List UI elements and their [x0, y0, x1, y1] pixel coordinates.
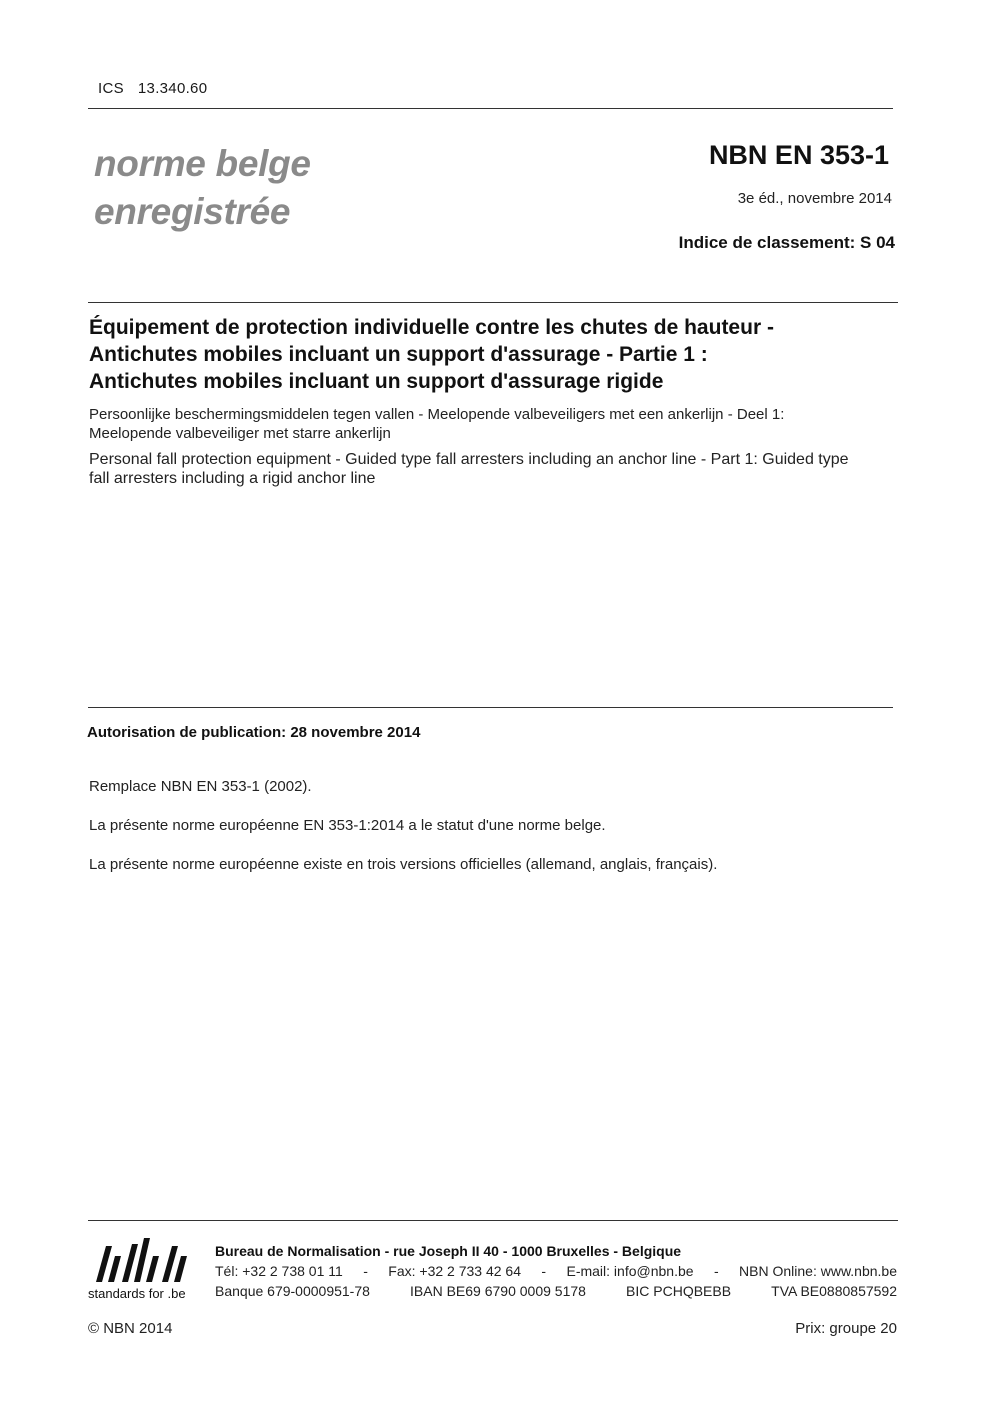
- edition-date: 3e éd., novembre 2014: [737, 190, 892, 207]
- brand-line-2: enregistrée: [94, 191, 291, 232]
- title-french-line-3: Antichutes mobiles incluant un support d'assurage rigide: [89, 370, 664, 393]
- title-english-line-1: Personal fall protection equipment - Guided type fall arresters including an anchor line - Part 1: Guided type: [89, 451, 849, 468]
- title-french-line-2: Antichutes mobiles incluant un support d'assurage - Partie 1 :: [89, 343, 708, 366]
- email: E-mail: info@nbn.be: [566, 1263, 694, 1279]
- separator: -: [541, 1263, 547, 1279]
- bank-row: [215, 1281, 897, 1301]
- ics-code: 13.340.60: [137, 80, 208, 97]
- title-divider: [88, 302, 898, 303]
- title-french: [89, 314, 879, 395]
- replaces-note: Remplace NBN EN 353-1 (2002).: [89, 778, 312, 795]
- title-french-line-1: Équipement de protection individuelle contre les chutes de hauteur -: [89, 316, 774, 339]
- separator: -: [363, 1263, 368, 1279]
- versions-note: La présente norme européenne existe en trois versions officielles (allemand, anglais, français).: [89, 856, 718, 873]
- separator: -: [713, 1263, 719, 1279]
- bic: BIC PCHQBEBB: [626, 1283, 732, 1299]
- website: NBN Online: www.nbn.be: [739, 1263, 897, 1279]
- vat-number: TVA BE0880857592: [771, 1283, 897, 1299]
- fax: Fax: +32 2 733 42 64: [388, 1263, 521, 1279]
- nbn-logo-icon: [88, 1230, 198, 1286]
- status-note: La présente norme européenne EN 353-1:2014 a le statut d'une norme belge.: [89, 817, 606, 834]
- copyright: © NBN 2014: [88, 1320, 173, 1337]
- nbn-contact-block: [215, 1241, 897, 1301]
- footer-divider: [88, 1220, 898, 1221]
- ics-label: ICS: [98, 80, 124, 97]
- publication-authorisation: Autorisation de publication: 28 novembre 2014: [87, 724, 421, 741]
- title-dutch: [89, 405, 889, 443]
- contact-row: [215, 1261, 897, 1281]
- price-group: Prix: groupe 20: [795, 1320, 897, 1337]
- title-english-line-2: fall arresters including a rigid anchor line: [89, 470, 376, 487]
- brand-title: [94, 140, 311, 236]
- nbn-logo: [88, 1230, 198, 1306]
- standard-id: NBN EN 353-1: [708, 140, 889, 170]
- top-divider: [88, 108, 893, 109]
- phone: Tél: +32 2 738 01 11: [215, 1263, 343, 1279]
- iban: IBAN BE69 6790 0009 5178: [410, 1283, 586, 1299]
- title-dutch-line-2: Meelopende valbeveiliger met starre ankerlijn: [89, 425, 391, 442]
- title-dutch-line-1: Persoonlijke beschermingsmiddelen tegen vallen - Meelopende valbeveiligers met een ankerlijn - Deel 1:: [89, 406, 785, 423]
- title-english: [89, 450, 889, 488]
- classification-index: Indice de classement: S 04: [678, 233, 895, 252]
- brand-line-1: norme belge: [94, 143, 311, 184]
- publication-divider: [88, 707, 893, 708]
- logo-tagline: standards for .be: [88, 1286, 186, 1301]
- ics-classification: [98, 80, 207, 97]
- nbn-address: Bureau de Normalisation - rue Joseph II 40 - 1000 Bruxelles - Belgique: [215, 1243, 682, 1259]
- bank-account: Banque 679-0000951-78: [215, 1283, 370, 1299]
